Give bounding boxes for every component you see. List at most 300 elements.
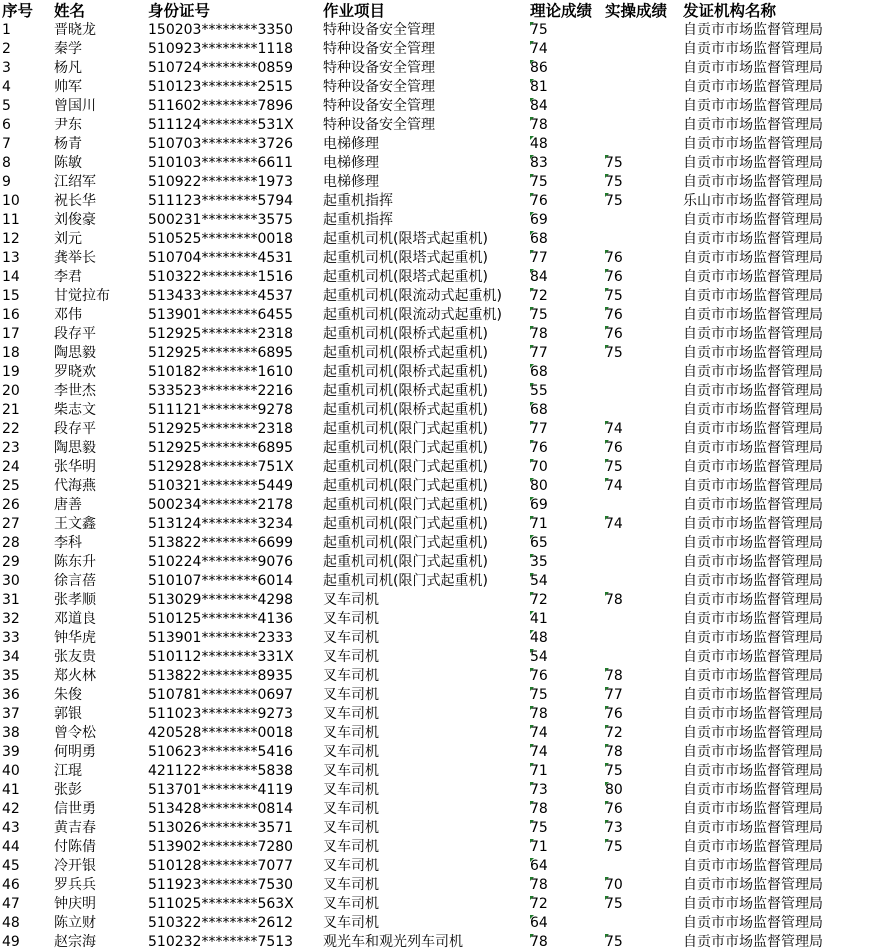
cell-theory-score[interactable]: 78 <box>530 933 602 952</box>
cell-issuing-authority[interactable]: 自贡市市场监督管理局 <box>683 174 823 190</box>
cell-issuing-authority[interactable]: 自贡市市场监督管理局 <box>683 915 823 931</box>
cell-theory-score[interactable]: 54 <box>530 572 602 591</box>
cell-serial[interactable]: 6 <box>2 117 11 133</box>
cell-job-item[interactable]: 特种设备安全管理 <box>323 41 435 57</box>
cell-name[interactable]: 祝长华 <box>54 193 96 209</box>
cell-issuing-authority[interactable]: 自贡市市场监督管理局 <box>683 611 823 627</box>
cell-serial[interactable]: 2 <box>2 41 11 57</box>
cell-issuing-authority[interactable]: 自贡市市场监督管理局 <box>683 801 823 817</box>
cell-issuing-authority[interactable]: 自贡市市场监督管理局 <box>683 250 823 266</box>
cell-theory-score[interactable]: 74 <box>530 40 602 59</box>
cell-job-item[interactable]: 叉车司机 <box>323 668 379 684</box>
cell-name[interactable]: 郑火林 <box>54 668 96 684</box>
cell-id-number[interactable]: 513822********6699 <box>148 535 294 551</box>
cell-id-number[interactable]: 421122********5838 <box>148 763 294 779</box>
cell-theory-score[interactable]: 48 <box>530 629 602 648</box>
cell-theory-score[interactable]: 69 <box>530 211 602 230</box>
cell-job-item[interactable]: 起重机司机(限桥式起重机) <box>323 326 488 342</box>
cell-serial[interactable]: 35 <box>2 668 20 684</box>
cell-issuing-authority[interactable]: 自贡市市场监督管理局 <box>683 269 823 285</box>
cell-issuing-authority[interactable]: 自贡市市场监督管理局 <box>683 383 823 399</box>
cell-id-number[interactable]: 500231********3575 <box>148 212 294 228</box>
cell-theory-score[interactable]: 74 <box>530 743 602 762</box>
cell-theory-score[interactable]: 78 <box>530 116 602 135</box>
header-issuing-authority[interactable]: 发证机构名称 <box>683 2 777 20</box>
cell-job-item[interactable]: 特种设备安全管理 <box>323 79 435 95</box>
cell-job-item[interactable]: 叉车司机 <box>323 725 379 741</box>
cell-issuing-authority[interactable]: 自贡市市场监督管理局 <box>683 402 823 418</box>
cell-id-number[interactable]: 510128********7077 <box>148 858 294 874</box>
cell-serial[interactable]: 33 <box>2 630 20 646</box>
cell-theory-score[interactable]: 75 <box>530 173 602 192</box>
header-name[interactable]: 姓名 <box>54 2 86 20</box>
cell-serial[interactable]: 47 <box>2 896 20 912</box>
cell-id-number[interactable]: 511121********9278 <box>148 402 294 418</box>
cell-id-number[interactable]: 510123********2515 <box>148 79 294 95</box>
cell-practical-score[interactable]: 78 <box>605 743 679 762</box>
cell-name[interactable]: 邓道良 <box>54 611 96 627</box>
cell-practical-score[interactable]: 75 <box>605 933 679 952</box>
cell-job-item[interactable]: 特种设备安全管理 <box>323 98 435 114</box>
cell-theory-score[interactable]: 74 <box>530 724 602 743</box>
cell-id-number[interactable]: 511025********563X <box>148 896 294 912</box>
cell-id-number[interactable]: 513902********7280 <box>148 839 294 855</box>
cell-issuing-authority[interactable]: 自贡市市场监督管理局 <box>683 687 823 703</box>
cell-job-item[interactable]: 观光车和观光列车司机 <box>323 934 463 950</box>
cell-name[interactable]: 段存平 <box>54 326 96 342</box>
cell-job-item[interactable]: 叉车司机 <box>323 801 379 817</box>
cell-issuing-authority[interactable]: 自贡市市场监督管理局 <box>683 155 823 171</box>
cell-theory-score[interactable]: 72 <box>530 895 602 914</box>
cell-name[interactable]: 段存平 <box>54 421 96 437</box>
cell-practical-score[interactable]: 75 <box>605 838 679 857</box>
cell-serial[interactable]: 46 <box>2 877 20 893</box>
cell-theory-score[interactable]: 73 <box>530 781 602 800</box>
cell-practical-score[interactable] <box>605 135 679 154</box>
cell-theory-score[interactable]: 80 <box>530 477 602 496</box>
cell-practical-score[interactable]: 70 <box>605 876 679 895</box>
cell-practical-score[interactable]: 74 <box>605 420 679 439</box>
cell-issuing-authority[interactable]: 自贡市市场监督管理局 <box>683 307 823 323</box>
cell-id-number[interactable]: 513901********2333 <box>148 630 294 646</box>
cell-id-number[interactable]: 512928********751X <box>148 459 294 475</box>
cell-name[interactable]: 江琨 <box>54 763 82 779</box>
cell-name[interactable]: 钟华虎 <box>54 630 96 646</box>
cell-serial[interactable]: 29 <box>2 554 20 570</box>
cell-serial[interactable]: 11 <box>2 212 20 228</box>
cell-name[interactable]: 徐言蓓 <box>54 573 96 589</box>
cell-practical-score[interactable] <box>605 97 679 116</box>
cell-practical-score[interactable]: 75 <box>605 762 679 781</box>
cell-name[interactable]: 李科 <box>54 535 82 551</box>
cell-id-number[interactable]: 510321********5449 <box>148 478 294 494</box>
cell-serial[interactable]: 7 <box>2 136 11 152</box>
cell-theory-score[interactable]: 70 <box>530 458 602 477</box>
cell-practical-score[interactable]: 76 <box>605 325 679 344</box>
cell-job-item[interactable]: 起重机指挥 <box>323 193 393 209</box>
cell-name[interactable]: 龚举长 <box>54 250 96 266</box>
cell-serial[interactable]: 1 <box>2 22 11 38</box>
cell-theory-score[interactable]: 68 <box>530 363 602 382</box>
cell-name[interactable]: 秦学 <box>54 41 82 57</box>
cell-issuing-authority[interactable]: 自贡市市场监督管理局 <box>683 858 823 874</box>
cell-issuing-authority[interactable]: 自贡市市场监督管理局 <box>683 136 823 152</box>
cell-job-item[interactable]: 起重机司机(限门式起重机) <box>323 440 488 456</box>
cell-name[interactable]: 陈立财 <box>54 915 96 931</box>
cell-practical-score[interactable] <box>605 78 679 97</box>
cell-name[interactable]: 信世勇 <box>54 801 96 817</box>
header-theory-score[interactable]: 理论成绩 <box>530 2 593 20</box>
cell-job-item[interactable]: 叉车司机 <box>323 706 379 722</box>
cell-id-number[interactable]: 510704********4531 <box>148 250 294 266</box>
cell-practical-score[interactable]: 75 <box>605 192 679 211</box>
cell-serial[interactable]: 20 <box>2 383 20 399</box>
cell-issuing-authority[interactable]: 自贡市市场监督管理局 <box>683 326 823 342</box>
cell-practical-score[interactable] <box>605 363 679 382</box>
cell-theory-score[interactable]: 72 <box>530 591 602 610</box>
cell-issuing-authority[interactable]: 自贡市市场监督管理局 <box>683 117 823 133</box>
cell-practical-score[interactable] <box>605 496 679 515</box>
cell-job-item[interactable]: 特种设备安全管理 <box>323 117 435 133</box>
cell-id-number[interactable]: 513822********8935 <box>148 668 294 684</box>
cell-id-number[interactable]: 513124********3234 <box>148 516 294 532</box>
cell-issuing-authority[interactable]: 自贡市市场监督管理局 <box>683 820 823 836</box>
cell-issuing-authority[interactable]: 自贡市市场监督管理局 <box>683 98 823 114</box>
cell-name[interactable]: 杨青 <box>54 136 82 152</box>
cell-practical-score[interactable]: 73 <box>605 819 679 838</box>
cell-theory-score[interactable]: 75 <box>530 686 602 705</box>
cell-issuing-authority[interactable]: 自贡市市场监督管理局 <box>683 725 823 741</box>
cell-id-number[interactable]: 510125********4136 <box>148 611 294 627</box>
cell-serial[interactable]: 31 <box>2 592 20 608</box>
cell-theory-score[interactable]: 65 <box>530 534 602 553</box>
cell-name[interactable]: 付陈倩 <box>54 839 96 855</box>
cell-theory-score[interactable]: 75 <box>530 306 602 325</box>
cell-serial[interactable]: 37 <box>2 706 20 722</box>
cell-theory-score[interactable]: 78 <box>530 325 602 344</box>
header-serial[interactable]: 序号 <box>2 2 34 20</box>
cell-serial[interactable]: 4 <box>2 79 11 95</box>
cell-name[interactable]: 何明勇 <box>54 744 96 760</box>
cell-practical-score[interactable] <box>605 116 679 135</box>
cell-job-item[interactable]: 起重机司机(限桥式起重机) <box>323 345 488 361</box>
cell-serial[interactable]: 32 <box>2 611 20 627</box>
cell-id-number[interactable]: 512925********6895 <box>148 345 294 361</box>
cell-issuing-authority[interactable]: 自贡市市场监督管理局 <box>683 896 823 912</box>
cell-job-item[interactable]: 电梯修理 <box>323 155 379 171</box>
cell-serial[interactable]: 23 <box>2 440 20 456</box>
cell-serial[interactable]: 30 <box>2 573 20 589</box>
cell-theory-score[interactable]: 64 <box>530 857 602 876</box>
cell-practical-score[interactable]: 76 <box>605 439 679 458</box>
cell-practical-score[interactable]: 75 <box>605 344 679 363</box>
cell-issuing-authority[interactable]: 自贡市市场监督管理局 <box>683 649 823 665</box>
cell-theory-score[interactable]: 55 <box>530 382 602 401</box>
cell-issuing-authority[interactable]: 乐山市市场监督管理局 <box>683 193 823 209</box>
cell-id-number[interactable]: 510224********9076 <box>148 554 294 570</box>
cell-job-item[interactable]: 叉车司机 <box>323 839 379 855</box>
cell-issuing-authority[interactable]: 自贡市市场监督管理局 <box>683 839 823 855</box>
cell-issuing-authority[interactable]: 自贡市市场监督管理局 <box>683 212 823 228</box>
cell-job-item[interactable]: 电梯修理 <box>323 136 379 152</box>
cell-practical-score[interactable]: 76 <box>605 268 679 287</box>
cell-serial[interactable]: 25 <box>2 478 20 494</box>
cell-job-item[interactable]: 起重机司机(限桥式起重机) <box>323 364 488 380</box>
cell-job-item[interactable]: 电梯修理 <box>323 174 379 190</box>
header-id-number[interactable]: 身份证号 <box>148 2 211 20</box>
cell-name[interactable]: 赵宗海 <box>54 934 96 950</box>
cell-serial[interactable]: 43 <box>2 820 20 836</box>
cell-issuing-authority[interactable]: 自贡市市场监督管理局 <box>683 763 823 779</box>
cell-job-item[interactable]: 起重机司机(限门式起重机) <box>323 573 488 589</box>
cell-practical-score[interactable]: 78 <box>605 667 679 686</box>
cell-issuing-authority[interactable]: 自贡市市场监督管理局 <box>683 877 823 893</box>
cell-issuing-authority[interactable]: 自贡市市场监督管理局 <box>683 41 823 57</box>
cell-issuing-authority[interactable]: 自贡市市场监督管理局 <box>683 668 823 684</box>
cell-issuing-authority[interactable]: 自贡市市场监督管理局 <box>683 497 823 513</box>
cell-name[interactable]: 帅军 <box>54 79 82 95</box>
cell-job-item[interactable]: 起重机司机(限塔式起重机) <box>323 269 488 285</box>
cell-issuing-authority[interactable]: 自贡市市场监督管理局 <box>683 573 823 589</box>
cell-id-number[interactable]: 510923********1118 <box>148 41 294 57</box>
cell-issuing-authority[interactable]: 自贡市市场监督管理局 <box>683 516 823 532</box>
header-job-item[interactable]: 作业项目 <box>323 2 386 20</box>
cell-id-number[interactable]: 513433********4537 <box>148 288 294 304</box>
cell-serial[interactable]: 44 <box>2 839 20 855</box>
cell-theory-score[interactable]: 35 <box>530 553 602 572</box>
cell-name[interactable]: 刘俊豪 <box>54 212 96 228</box>
cell-practical-score[interactable]: 74 <box>605 515 679 534</box>
cell-serial[interactable]: 28 <box>2 535 20 551</box>
cell-name[interactable]: 钟庆明 <box>54 896 96 912</box>
cell-theory-score[interactable]: 69 <box>530 496 602 515</box>
cell-name[interactable]: 晋晓龙 <box>54 22 96 38</box>
cell-serial[interactable]: 3 <box>2 60 11 76</box>
cell-theory-score[interactable]: 84 <box>530 268 602 287</box>
cell-job-item[interactable]: 叉车司机 <box>323 649 379 665</box>
cell-issuing-authority[interactable]: 自贡市市场监督管理局 <box>683 60 823 76</box>
cell-practical-score[interactable] <box>605 382 679 401</box>
cell-id-number[interactable]: 512925********6895 <box>148 440 294 456</box>
cell-serial[interactable]: 15 <box>2 288 20 304</box>
cell-id-number[interactable]: 420528********0018 <box>148 725 294 741</box>
cell-issuing-authority[interactable]: 自贡市市场监督管理局 <box>683 364 823 380</box>
cell-serial[interactable]: 5 <box>2 98 11 114</box>
cell-job-item[interactable]: 起重机司机(限门式起重机) <box>323 497 488 513</box>
cell-job-item[interactable]: 起重机司机(限门式起重机) <box>323 554 488 570</box>
cell-name[interactable]: 杨凡 <box>54 60 82 76</box>
cell-job-item[interactable]: 叉车司机 <box>323 611 379 627</box>
cell-job-item[interactable]: 起重机司机(限流动式起重机) <box>323 307 502 323</box>
cell-name[interactable]: 曾国川 <box>54 98 96 114</box>
cell-issuing-authority[interactable]: 自贡市市场监督管理局 <box>683 440 823 456</box>
cell-serial[interactable]: 14 <box>2 269 20 285</box>
cell-serial[interactable]: 39 <box>2 744 20 760</box>
cell-serial[interactable]: 9 <box>2 174 11 190</box>
cell-serial[interactable]: 49 <box>2 934 20 950</box>
cell-practical-score[interactable]: 75 <box>605 287 679 306</box>
cell-job-item[interactable]: 叉车司机 <box>323 858 379 874</box>
cell-theory-score[interactable]: 76 <box>530 439 602 458</box>
cell-job-item[interactable]: 叉车司机 <box>323 744 379 760</box>
cell-practical-score[interactable] <box>605 211 679 230</box>
cell-issuing-authority[interactable]: 自贡市市场监督管理局 <box>683 459 823 475</box>
cell-name[interactable]: 曾令松 <box>54 725 96 741</box>
cell-serial[interactable]: 42 <box>2 801 20 817</box>
cell-job-item[interactable]: 特种设备安全管理 <box>323 22 435 38</box>
cell-serial[interactable]: 24 <box>2 459 20 475</box>
cell-name[interactable]: 王文鑫 <box>54 516 96 532</box>
cell-theory-score[interactable]: 77 <box>530 420 602 439</box>
cell-serial[interactable]: 38 <box>2 725 20 741</box>
cell-name[interactable]: 张华明 <box>54 459 96 475</box>
cell-job-item[interactable]: 起重机司机(限桥式起重机) <box>323 402 488 418</box>
cell-issuing-authority[interactable]: 自贡市市场监督管理局 <box>683 744 823 760</box>
cell-id-number[interactable]: 510112********331X <box>148 649 294 665</box>
cell-job-item[interactable]: 叉车司机 <box>323 763 379 779</box>
cell-theory-score[interactable]: 78 <box>530 705 602 724</box>
cell-name[interactable]: 张友贵 <box>54 649 96 665</box>
cell-issuing-authority[interactable]: 自贡市市场监督管理局 <box>683 79 823 95</box>
cell-practical-score[interactable]: 76 <box>605 705 679 724</box>
cell-id-number[interactable]: 510103********6611 <box>148 155 294 171</box>
cell-id-number[interactable]: 510922********1973 <box>148 174 294 190</box>
cell-id-number[interactable]: 513428********0814 <box>148 801 294 817</box>
cell-serial[interactable]: 8 <box>2 155 11 171</box>
cell-job-item[interactable]: 起重机司机(限门式起重机) <box>323 535 488 551</box>
cell-theory-score[interactable]: 86 <box>530 59 602 78</box>
cell-id-number[interactable]: 511923********7530 <box>148 877 294 893</box>
cell-practical-score[interactable] <box>605 230 679 249</box>
cell-job-item[interactable]: 起重机司机(限门式起重机) <box>323 478 488 494</box>
cell-theory-score[interactable]: 83 <box>530 154 602 173</box>
cell-name[interactable]: 张孝顺 <box>54 592 96 608</box>
cell-serial[interactable]: 40 <box>2 763 20 779</box>
cell-serial[interactable]: 10 <box>2 193 20 209</box>
cell-practical-score[interactable]: 77 <box>605 686 679 705</box>
cell-id-number[interactable]: 510703********3726 <box>148 136 294 152</box>
cell-job-item[interactable]: 叉车司机 <box>323 782 379 798</box>
cell-id-number[interactable]: 510322********2612 <box>148 915 294 931</box>
cell-serial[interactable]: 34 <box>2 649 20 665</box>
cell-practical-score[interactable] <box>605 40 679 59</box>
cell-practical-score[interactable] <box>605 572 679 591</box>
cell-id-number[interactable]: 510107********6014 <box>148 573 294 589</box>
cell-id-number[interactable]: 510781********0697 <box>148 687 294 703</box>
cell-serial[interactable]: 17 <box>2 326 20 342</box>
cell-id-number[interactable]: 510232********7513 <box>148 934 294 950</box>
cell-id-number[interactable]: 150203********3350 <box>148 22 294 38</box>
cell-id-number[interactable]: 510182********1610 <box>148 364 294 380</box>
cell-name[interactable]: 罗兵兵 <box>54 877 96 893</box>
cell-name[interactable]: 江绍军 <box>54 174 96 190</box>
cell-practical-score[interactable] <box>605 610 679 629</box>
cell-serial[interactable]: 27 <box>2 516 20 532</box>
cell-id-number[interactable]: 511602********7896 <box>148 98 294 114</box>
cell-job-item[interactable]: 叉车司机 <box>323 687 379 703</box>
cell-job-item[interactable]: 叉车司机 <box>323 877 379 893</box>
cell-practical-score[interactable]: 76 <box>605 800 679 819</box>
cell-serial[interactable]: 13 <box>2 250 20 266</box>
cell-id-number[interactable]: 533523********2216 <box>148 383 294 399</box>
cell-job-item[interactable]: 叉车司机 <box>323 820 379 836</box>
cell-theory-score[interactable]: 75 <box>530 21 602 40</box>
cell-issuing-authority[interactable]: 自贡市市场监督管理局 <box>683 345 823 361</box>
cell-practical-score[interactable] <box>605 857 679 876</box>
cell-name[interactable]: 张彭 <box>54 782 82 798</box>
cell-issuing-authority[interactable]: 自贡市市场监督管理局 <box>683 554 823 570</box>
cell-practical-score[interactable]: 78 <box>605 591 679 610</box>
cell-practical-score[interactable]: 75 <box>605 458 679 477</box>
cell-id-number[interactable]: 512925********2318 <box>148 421 294 437</box>
header-practical-score[interactable]: 实操成绩 <box>605 2 668 20</box>
cell-issuing-authority[interactable]: 自贡市市场监督管理局 <box>683 22 823 38</box>
cell-practical-score[interactable]: 75 <box>605 173 679 192</box>
cell-practical-score[interactable] <box>605 401 679 420</box>
cell-job-item[interactable]: 起重机司机(限门式起重机) <box>323 421 488 437</box>
cell-issuing-authority[interactable]: 自贡市市场监督管理局 <box>683 421 823 437</box>
cell-serial[interactable]: 45 <box>2 858 20 874</box>
cell-practical-score[interactable] <box>605 629 679 648</box>
cell-issuing-authority[interactable]: 自贡市市场监督管理局 <box>683 288 823 304</box>
cell-practical-score[interactable]: 75 <box>605 154 679 173</box>
cell-serial[interactable]: 22 <box>2 421 20 437</box>
cell-serial[interactable]: 18 <box>2 345 20 361</box>
cell-theory-score[interactable]: 72 <box>530 287 602 306</box>
cell-name[interactable]: 尹东 <box>54 117 82 133</box>
cell-name[interactable]: 冷开银 <box>54 858 96 874</box>
cell-serial[interactable]: 21 <box>2 402 20 418</box>
cell-name[interactable]: 柴志文 <box>54 402 96 418</box>
cell-serial[interactable]: 48 <box>2 915 20 931</box>
cell-name[interactable]: 陈敏 <box>54 155 82 171</box>
cell-serial[interactable]: 12 <box>2 231 20 247</box>
cell-theory-score[interactable]: 78 <box>530 876 602 895</box>
cell-job-item[interactable]: 起重机指挥 <box>323 212 393 228</box>
cell-job-item[interactable]: 起重机司机(限塔式起重机) <box>323 231 488 247</box>
cell-name[interactable]: 郭银 <box>54 706 82 722</box>
cell-id-number[interactable]: 513701********4119 <box>148 782 294 798</box>
cell-serial[interactable]: 26 <box>2 497 20 513</box>
cell-name[interactable]: 陶思毅 <box>54 345 96 361</box>
cell-issuing-authority[interactable]: 自贡市市场监督管理局 <box>683 592 823 608</box>
cell-job-item[interactable]: 叉车司机 <box>323 630 379 646</box>
cell-job-item[interactable]: 起重机司机(限塔式起重机) <box>323 250 488 266</box>
cell-theory-score[interactable]: 54 <box>530 648 602 667</box>
cell-issuing-authority[interactable]: 自贡市市场监督管理局 <box>683 706 823 722</box>
cell-job-item[interactable]: 叉车司机 <box>323 592 379 608</box>
cell-id-number[interactable]: 513029********4298 <box>148 592 294 608</box>
cell-theory-score[interactable]: 84 <box>530 97 602 116</box>
cell-theory-score[interactable]: 76 <box>530 192 602 211</box>
cell-serial[interactable]: 19 <box>2 364 20 380</box>
cell-theory-score[interactable]: 71 <box>530 838 602 857</box>
cell-job-item[interactable]: 特种设备安全管理 <box>323 60 435 76</box>
cell-name[interactable]: 罗晓欢 <box>54 364 96 380</box>
cell-theory-score[interactable]: 71 <box>530 515 602 534</box>
cell-job-item[interactable]: 叉车司机 <box>323 896 379 912</box>
cell-job-item[interactable]: 起重机司机(限桥式起重机) <box>323 383 488 399</box>
cell-name[interactable]: 陈东升 <box>54 554 96 570</box>
cell-issuing-authority[interactable]: 自贡市市场监督管理局 <box>683 478 823 494</box>
cell-practical-score[interactable] <box>605 59 679 78</box>
cell-id-number[interactable]: 512925********2318 <box>148 326 294 342</box>
cell-serial[interactable]: 36 <box>2 687 20 703</box>
cell-serial[interactable]: 16 <box>2 307 20 323</box>
cell-issuing-authority[interactable]: 自贡市市场监督管理局 <box>683 535 823 551</box>
cell-serial[interactable]: 41 <box>2 782 20 798</box>
cell-id-number[interactable]: 510322********1516 <box>148 269 294 285</box>
